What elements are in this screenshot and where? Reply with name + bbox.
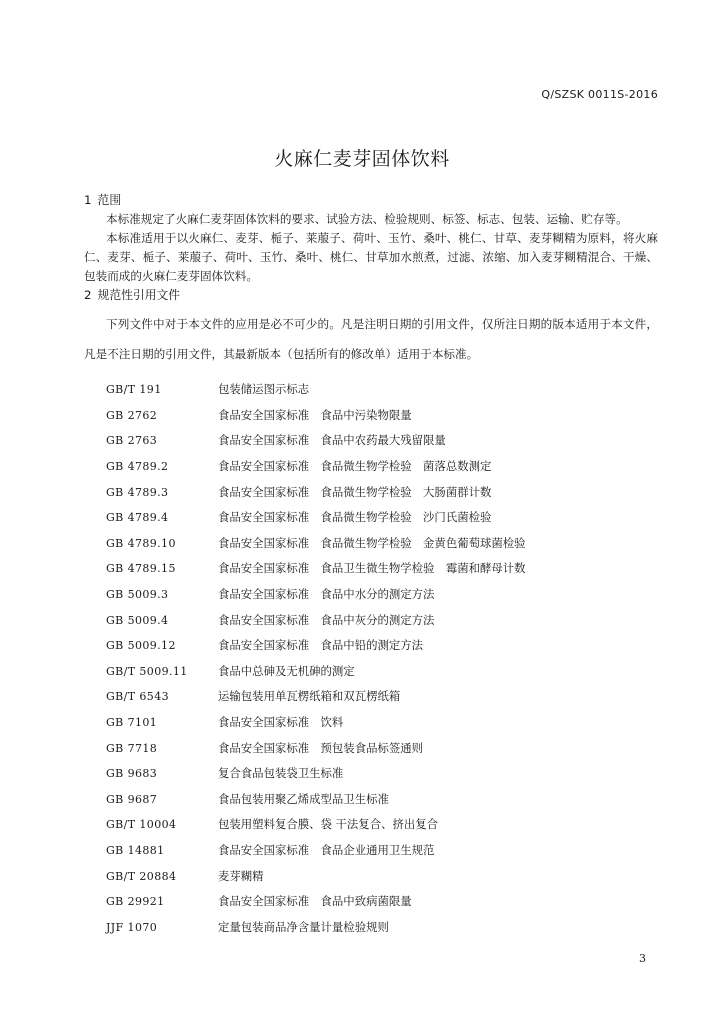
reference-row <box>84 787 658 813</box>
reference-code: GB/T 191 <box>106 383 162 397</box>
reference-title: 麦芽糊精 <box>218 868 264 883</box>
reference-code: GB 4789.3 <box>106 485 169 499</box>
reference-row <box>84 914 658 940</box>
reference-title: 食品安全国家标准 食品中铅的测定方法 <box>218 638 424 653</box>
reference-title: 食品安全国家标准 食品微生物学检验 金黄色葡萄球菌检验 <box>218 535 526 550</box>
reference-code: GB/T 6543 <box>106 690 170 704</box>
reference-title: 食品安全国家标准 饮料 <box>218 715 344 730</box>
section-number: 1 <box>84 193 92 207</box>
reference-title: 复合食品包装袋卫生标准 <box>218 766 344 781</box>
reference-title: 食品安全国家标准 预包装食品标签通则 <box>218 740 424 755</box>
reference-title: 食品中总砷及无机砷的测定 <box>218 663 355 678</box>
reference-title: 包装用塑料复合膜、袋 干法复合、挤出复合 <box>218 817 439 832</box>
document-title: 火麻仁麦芽固体饮料 <box>274 148 450 170</box>
reference-title: 食品安全国家标准 食品中致病菌限量 <box>218 894 412 909</box>
reference-row <box>84 812 658 838</box>
reference-code: GB 5009.4 <box>106 613 169 627</box>
section-title: 范围 <box>97 193 122 207</box>
reference-code: GB 2763 <box>106 434 158 448</box>
reference-code: GB/T 20884 <box>106 869 177 883</box>
reference-code: GB 9683 <box>106 767 158 781</box>
reference-row <box>84 659 658 685</box>
scope-paragraph: 本标准规定了火麻仁麦芽固体饮料的要求、试验方法、检验规则、标签、标志、包装、运输、贮存等。 <box>106 212 628 226</box>
reference-row <box>84 505 658 531</box>
reference-code: GB 5009.3 <box>106 588 169 602</box>
section-heading-scope <box>84 191 658 210</box>
reference-list <box>84 377 658 940</box>
reference-code: JJF 1070 <box>106 920 158 934</box>
reference-row <box>84 556 658 582</box>
reference-title: 食品安全国家标准 食品卫生微生物学检验 霉菌和酵母计数 <box>218 561 526 576</box>
reference-title: 食品安全国家标准 食品中灰分的测定方法 <box>218 612 435 627</box>
reference-code: GB 7718 <box>106 741 158 755</box>
reference-code: GB/T 5009.11 <box>106 664 188 678</box>
reference-title: 食品安全国家标准 食品微生物学检验 菌落总数测定 <box>218 459 492 474</box>
scope-paragraph: 本标准适用于以火麻仁、麦芽、栀子、莱菔子、荷叶、玉竹、桑叶、桃仁、甘草、麦芽糊精为原料，将火麻仁、麦芽、栀子、莱菔子、荷叶、玉竹、桑叶、桃仁、甘草加水煎煮，过滤、浓缩、加入麦芽糊精混合、干燥、包装而成的火麻仁麦芽固体饮料。 <box>84 231 658 283</box>
reference-title: 食品包装用聚乙烯成型品卫生标准 <box>218 791 389 806</box>
reference-title: 食品安全国家标准 食品中水分的测定方法 <box>218 587 435 602</box>
reference-code: GB 7101 <box>106 716 158 730</box>
reference-row <box>84 863 658 889</box>
document-code: Q/SZSK 0011S-2016 <box>541 88 658 101</box>
reference-code: GB 14881 <box>106 843 165 857</box>
reference-row <box>84 838 658 864</box>
section-heading-normative-references <box>84 286 658 305</box>
reference-code: GB 9687 <box>106 792 158 806</box>
reference-code: GB 4789.10 <box>106 536 176 550</box>
reference-title: 定量包装商品净含量计量检验规则 <box>218 919 389 934</box>
reference-row <box>84 479 658 505</box>
reference-title: 包装储运图示标志 <box>218 382 310 397</box>
reference-row <box>84 428 658 454</box>
reference-row <box>84 684 658 710</box>
reference-row <box>84 761 658 787</box>
reference-code: GB/T 10004 <box>106 818 177 832</box>
reference-code: GB 5009.12 <box>106 639 176 653</box>
reference-row <box>84 403 658 429</box>
reference-row <box>84 633 658 659</box>
reference-row <box>84 710 658 736</box>
reference-title: 运输包装用单瓦楞纸箱和双瓦楞纸箱 <box>218 689 401 704</box>
references-intro: 下列文件中对于本文件的应用是必不可少的。凡是注明日期的引用文件，仅所注日期的版本适用于本文件，凡是不注日期的引用文件，其最新版本（包括所有的修改单）适用于本标准。 <box>84 317 658 361</box>
page-number: 3 <box>639 952 646 965</box>
document-body <box>84 191 658 940</box>
reference-code: GB 4789.2 <box>106 460 169 474</box>
reference-title: 食品安全国家标准 食品微生物学检验 沙门氏菌检验 <box>218 510 492 525</box>
reference-title: 食品安全国家标准 食品中农药最大残留限量 <box>218 433 446 448</box>
reference-title: 食品安全国家标准 食品微生物学检验 大肠菌群计数 <box>218 484 492 499</box>
reference-code: GB 4789.15 <box>106 562 176 576</box>
reference-row <box>84 582 658 608</box>
reference-row <box>84 735 658 761</box>
reference-title: 食品安全国家标准 食品企业通用卫生规范 <box>218 842 435 857</box>
reference-row <box>84 531 658 557</box>
section-title: 规范性引用文件 <box>97 288 181 302</box>
section-number: 2 <box>84 288 92 302</box>
reference-row <box>84 377 658 403</box>
reference-row <box>84 607 658 633</box>
reference-row <box>84 454 658 480</box>
reference-row <box>84 889 658 915</box>
reference-code: GB 29921 <box>106 895 165 909</box>
reference-code: GB 2762 <box>106 408 158 422</box>
reference-code: GB 4789.4 <box>106 511 169 525</box>
reference-title: 食品安全国家标准 食品中污染物限量 <box>218 407 412 422</box>
